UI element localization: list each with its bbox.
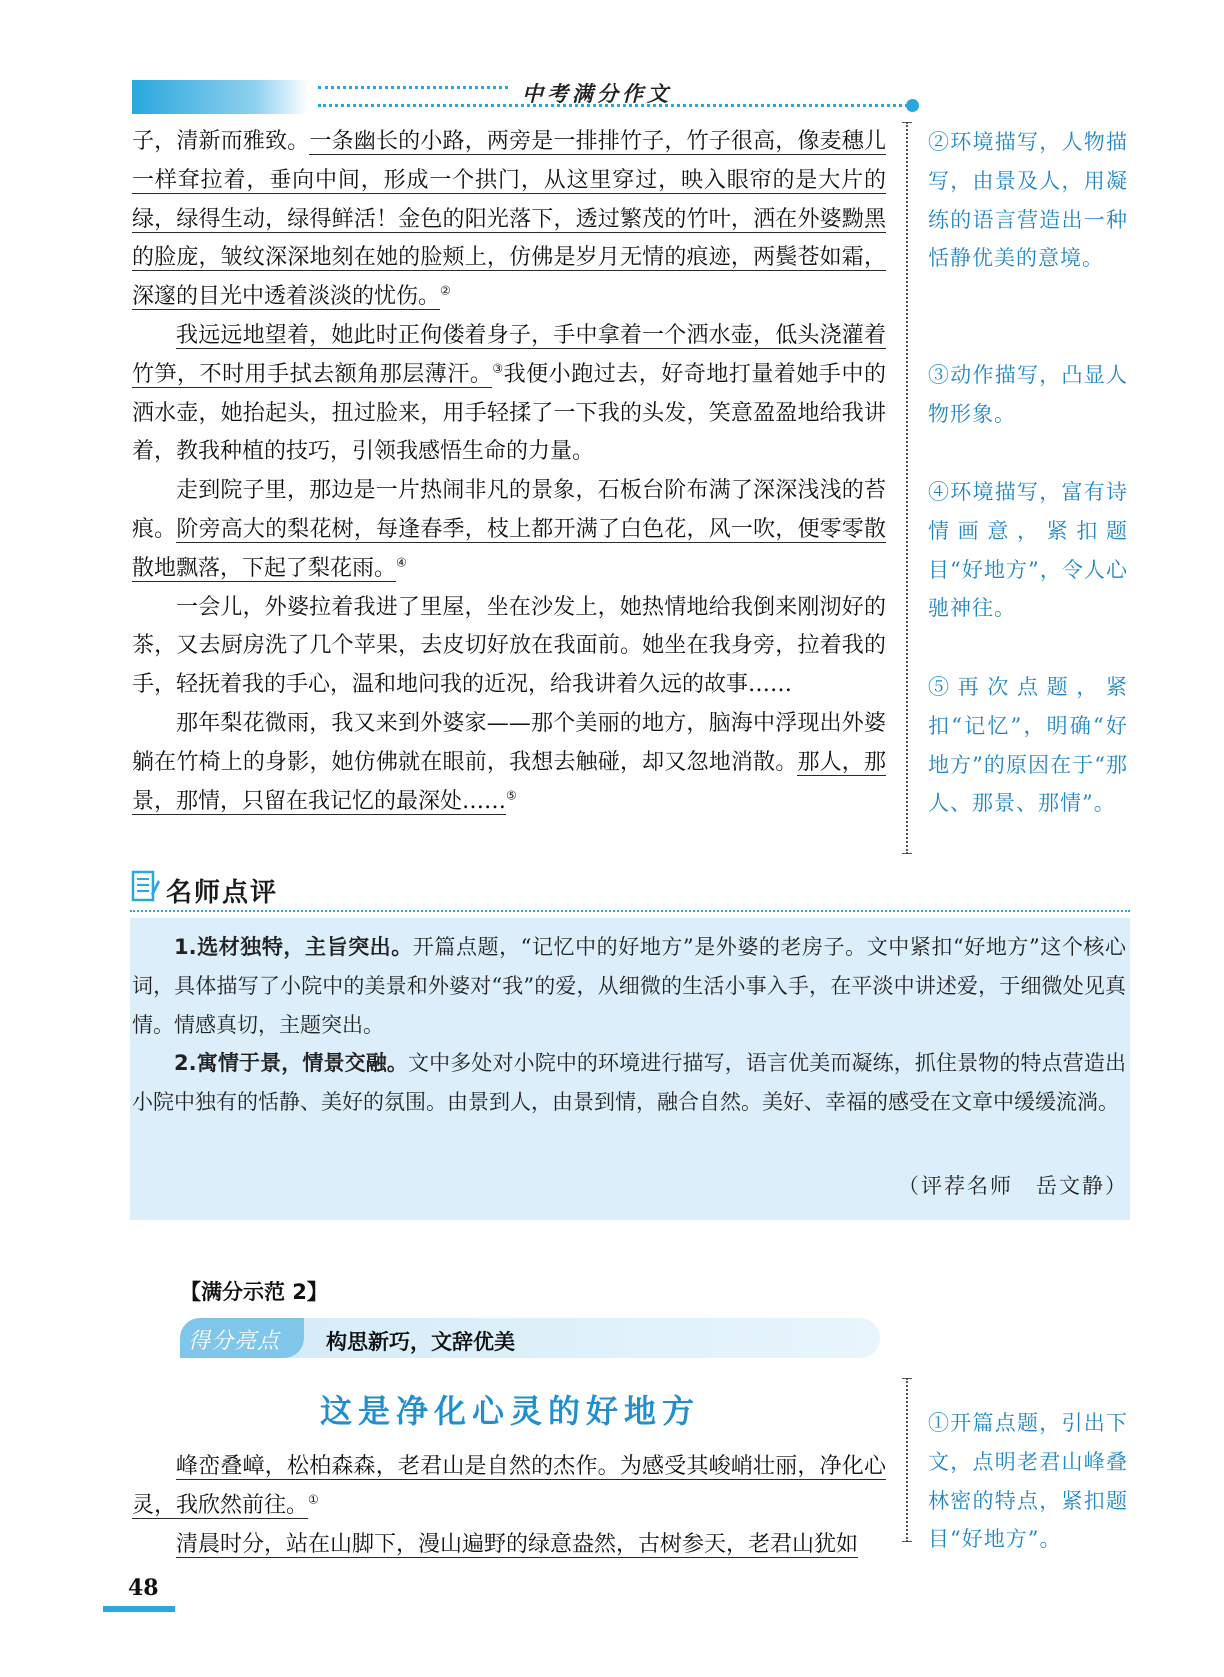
header-decor-bar xyxy=(132,80,308,114)
review-point-text: 文中多处对小院中的环境进行描写，语言优美而凝练，抓住景物的特点营造出小院中独有的恬静、美好的氛围。由景到人，由景到情，融合自然。美好、幸福的感受在文章中缓缓流淌。 xyxy=(132,1051,1127,1115)
text-run: 那年梨花微雨，我又来到外婆家——那个美丽的地方，脑海中浮现出外婆躺在竹椅上的身影，她仿佛就在眼前，我想去触碰，却又忽地消散。 xyxy=(132,710,886,775)
essay-2-paragraph-2 xyxy=(132,1526,886,1565)
header-dot xyxy=(906,99,919,112)
side-note-5: ⑤再次点题，紧扣“记忆”，明确“好地方”的原因在于“那人、那景、那情”。 xyxy=(928,675,1128,816)
essay-2-body xyxy=(132,1448,886,1564)
essay-1-paragraph-5 xyxy=(132,705,886,821)
review-point-title: 2.寓情于景，情景交融。 xyxy=(174,1051,408,1076)
annotation-mark: ④ xyxy=(396,555,407,570)
text-run: 走到院子里，那边是一片热闹非凡的景象，石板台阶布满了深深浅浅的苔痕。 xyxy=(132,478,886,542)
review-heading: 名师点评 xyxy=(166,878,279,908)
essay-1-body xyxy=(132,123,886,821)
annotation-mark: ② xyxy=(440,283,451,298)
essay-2-title: 这是净化心灵的好地方 xyxy=(319,1392,700,1430)
review-point-1 xyxy=(132,928,1126,1044)
underlined-text: 一条幽长的小路，两旁是一排排竹子，竹子很高，像麦穗儿一样耷拉着，垂向中间，形成一个拱门，从这里穿过，映入眼帘的是大片的绿，绿得生动，绿得鲜活！金色的阳光落下，透过繁茂的竹叶，洒在外婆黝黑的脸庞，皱纹深深地刻在她的脸颊上，仿佛是岁月无情的痕迹，两鬓苍如霜，深邃的目光中透着淡淡的忧伤。 xyxy=(132,129,886,310)
annotation-mark: ① xyxy=(308,1492,319,1507)
side-note-essay2-1: ①开篇点题，引出下文，点明老君山峰叠林密的特点，紧扣题目“好地方”。 xyxy=(928,1411,1128,1552)
underlined-text: 我远远地望着，她此时正佝偻着身子，手中拿着一个洒水壶，低头浇灌着竹笋，不时用手拭去额角那层薄汗。 xyxy=(132,322,886,387)
page-number: 48 xyxy=(128,1575,159,1601)
margin-separator xyxy=(906,122,908,854)
review-signature: （评荐名师 岳文静） xyxy=(898,1174,1128,1198)
page-number-underline xyxy=(103,1606,175,1612)
side-note-2: ②环境描写，人物描写，由景及人，用凝练的语言营造出一种恬静优美的意境。 xyxy=(928,130,1128,271)
review-dotted-line xyxy=(130,910,1130,912)
essay-1-paragraph-3 xyxy=(132,472,886,588)
review-point-text: 开篇点题，“记忆中的好地方”是外婆的老房子。文中紧扣“好地方”这个核心词，具体描写了小院中的美景和外婆对“我”的爱，从细微的生活小事入手，在平淡中讲述爱，于细微处见真情。情感真切，主题突出。 xyxy=(132,935,1126,1037)
text-run: 子，清新而雅致。 xyxy=(132,129,310,154)
review-point-2 xyxy=(132,1044,1126,1122)
underlined-text: 峰峦叠嶂，松柏森森，老君山是自然的杰作。为感受其峻峭壮丽，净化心灵，我欣然前往。 xyxy=(132,1454,886,1518)
document-icon xyxy=(130,868,160,904)
header-dotted-line-top xyxy=(318,86,508,89)
underlined-text: 阶旁高大的梨花树，每逢春季，枝上都开满了白色花，风一吹，便零零散散地飘落，下起了梨花雨。 xyxy=(132,516,886,581)
side-note-4: ④环境描写，富有诗情画意，紧扣题目“好地方”，令人心驰神往。 xyxy=(928,480,1128,621)
text-run: 我便小跑过去，好奇地打量着她手中的洒水壶，她抬起头，扭过脸来，用手轻揉了一下我的头发，笑意盈盈地给我讲着，教我种植的技巧，引领我感悟生命的力量。 xyxy=(132,361,886,465)
essay-1-paragraph-1 xyxy=(132,123,886,317)
highlight-tag-label: 得分亮点 xyxy=(188,1329,281,1354)
annotation-mark: ⑤ xyxy=(506,788,517,803)
essay-1-paragraph-2 xyxy=(132,317,886,472)
review-point-title: 1.选材独特，主旨突出。 xyxy=(174,935,413,959)
header-title: 中考满分作文 xyxy=(522,82,672,106)
highlight-text: 构思新巧，文辞优美 xyxy=(326,1330,515,1354)
essay-2-paragraph-1 xyxy=(132,1448,886,1526)
annotation-mark: ③ xyxy=(492,361,504,376)
essay-1-paragraph-4: 一会儿，外婆拉着我进了里屋，坐在沙发上，她热情地给我倒来刚沏好的茶，又去厨房洗了几个苹果，去皮切好放在我面前。她坐在我身旁，拉着我的手，轻抚着我的手心，温和地问我的近况，给我讲着久远的故事…… xyxy=(132,594,886,698)
side-note-3: ③动作描写，凸显人物形象。 xyxy=(928,363,1128,426)
header-dotted-line xyxy=(318,104,908,107)
underlined-text: 那人，那景，那情，只留在我记忆的最深处…… xyxy=(132,749,886,814)
margin-separator-2 xyxy=(906,1378,908,1542)
review-text xyxy=(132,928,1126,1122)
sample-label: 【满分示范 2】 xyxy=(180,1280,328,1304)
underlined-text: 清晨时分，站在山脚下，漫山遍野的绿意盎然，古树参天，老君山犹如 xyxy=(176,1531,859,1557)
